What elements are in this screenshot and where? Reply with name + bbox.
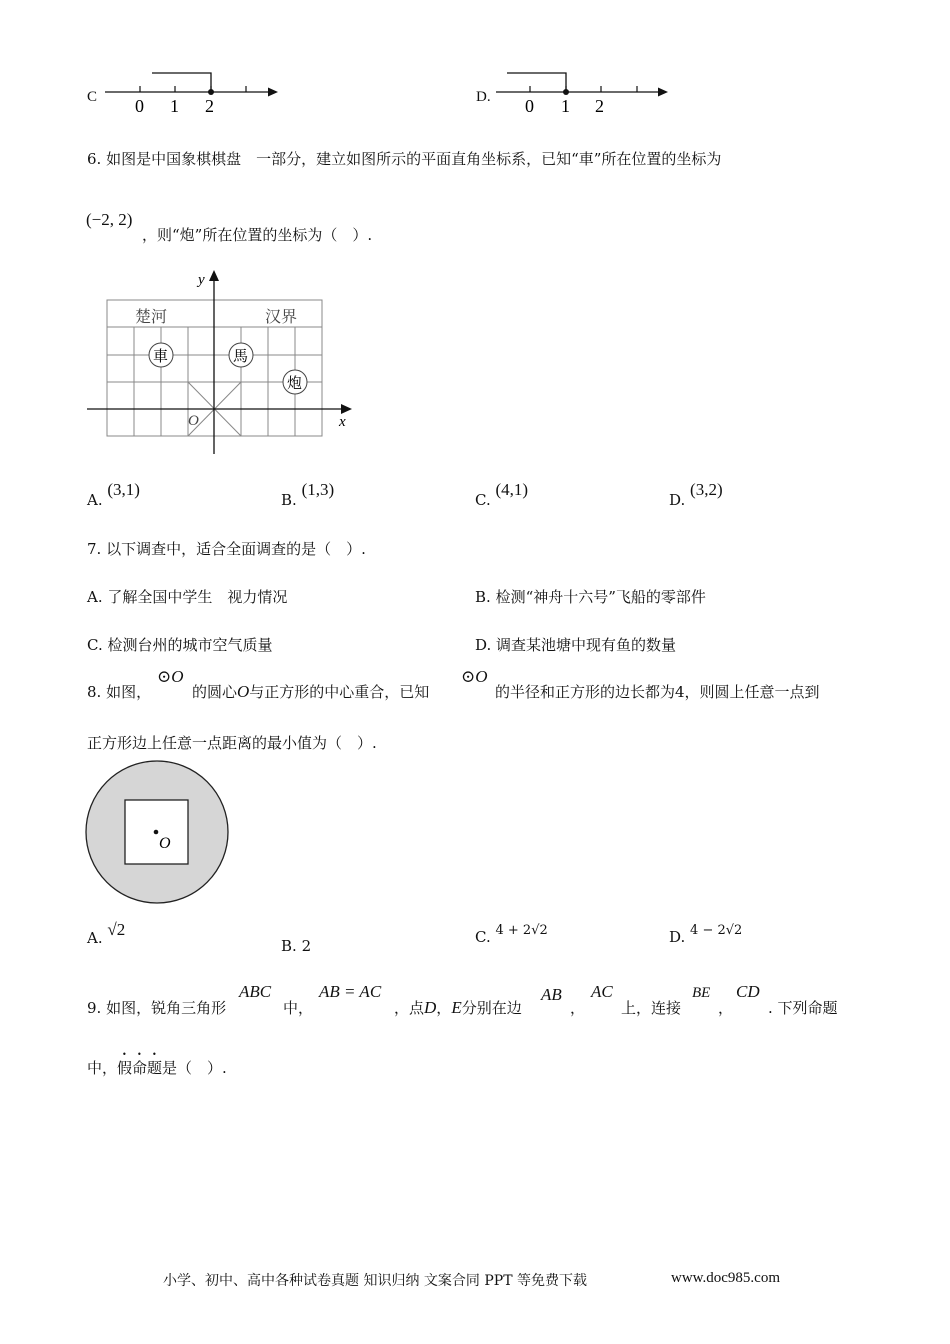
q9-comma-1: ， <box>570 999 586 1017</box>
q8-option-d[interactable] <box>669 923 743 946</box>
q8-circle-o-1: ⊙O <box>157 667 184 686</box>
center-label: O <box>159 835 171 852</box>
x-axis-label: x <box>339 414 346 430</box>
option-value: √2 <box>107 920 126 939</box>
q8-circle-o-2: ⊙O <box>461 667 488 686</box>
q6-stem-line2: ，则“炮”所在位置的坐标为（ ）. <box>142 226 373 244</box>
q7-option-a[interactable] <box>87 586 287 607</box>
option-text: 了解全国中学生 视力情况 <box>107 588 288 606</box>
q9-cd: CD <box>736 982 760 1001</box>
origin-label: O <box>188 413 199 429</box>
option-value: (3,2) <box>690 480 723 499</box>
q5-option-d-number-line <box>493 66 678 116</box>
q6-option-a[interactable] <box>87 480 140 510</box>
q9-stem-c: ，点D，E分别在边 <box>394 998 522 1017</box>
q7-option-b[interactable] <box>475 586 706 607</box>
option-label: D. <box>669 928 686 946</box>
q7-option-d[interactable] <box>475 634 676 655</box>
q7-option-c[interactable] <box>87 634 273 655</box>
tick-label: 1 <box>170 96 179 116</box>
option-value: 4 + 2√2 <box>495 923 548 938</box>
y-axis-label: y <box>198 272 205 288</box>
q8-stem-line2: 正方形边上任意一点距离的最小值为（ ）. <box>87 734 377 752</box>
tick-label: 1 <box>561 96 570 116</box>
q9-be: BE <box>692 985 711 1001</box>
q6-stem-line1: 6. 如图是中国象棋棋盘 一部分，建立如图所示的平面直角坐标系，已知“車”所在位置的坐标为 <box>87 150 722 168</box>
option-text: 检测台州的城市空气质量 <box>107 636 273 654</box>
option-text: 调查某池塘中现有鱼的数量 <box>496 636 677 654</box>
q9-emphasis-false: 假命题 <box>117 1059 163 1077</box>
option-value: (4,1) <box>495 480 529 499</box>
option-label: A. <box>87 588 103 606</box>
q6-coord-ju: (−2, 2) <box>86 210 133 229</box>
option-label: C. <box>87 636 103 654</box>
q6-option-b[interactable] <box>281 480 335 510</box>
q8-option-c[interactable] <box>475 923 548 946</box>
q8-stem-a: 8. 如图， <box>87 683 152 701</box>
option-value: 4 − 2√2 <box>690 923 743 938</box>
tick-label: 2 <box>205 96 214 116</box>
option-label: C. <box>475 491 491 509</box>
q5-option-d-label: D. <box>476 89 491 105</box>
option-value: (1,3) <box>301 480 335 499</box>
q8-stem-d: 的半径和正方形的边长都为4，则圆上任意一点到 <box>495 683 820 701</box>
q7-stem: 7. 以下调查中，适合全面调查的是（ ）. <box>87 540 366 558</box>
piece-pao: 炮 <box>287 376 303 392</box>
q9-stem-b: 中， <box>283 999 314 1017</box>
q8-option-b[interactable] <box>281 937 311 955</box>
q9-ab: AB <box>541 985 562 1004</box>
tick-label: 0 <box>135 96 144 116</box>
q5-option-c-number-line <box>100 66 290 116</box>
option-label: A. <box>87 491 103 509</box>
option-text: 检测“神舟十六号”飞船的零部件 <box>495 588 706 606</box>
q9-stem-f: . 下列命题 <box>768 999 838 1017</box>
piece-ma: 馬 <box>233 349 249 365</box>
option-label: B. <box>475 588 491 606</box>
tick-label: 0 <box>525 96 534 116</box>
river-right-label: 汉界 <box>265 309 298 326</box>
option-label: A. <box>87 929 103 947</box>
q8-stem-b: 的圆心O与正方形的中心重合，已知 <box>192 682 430 701</box>
q9-stem-a: 9. 如图，锐角三角形 <box>87 999 227 1017</box>
q9-line2: 中，假命题是（ ）. <box>87 1059 227 1077</box>
option-label: B. <box>281 937 297 955</box>
q6-option-c[interactable] <box>475 480 529 510</box>
option-label: D. <box>475 636 492 654</box>
option-value: (3,1) <box>107 480 140 499</box>
option-label: D. <box>669 491 686 509</box>
q8-circle-square-figure <box>84 760 234 910</box>
footer-text: 小学、初中、高中各种试卷真题 知识归纳 文案合同 PPT 等免费下载 <box>163 1273 587 1289</box>
option-value: 2 <box>301 937 312 955</box>
q6-chess-board-figure <box>84 264 364 460</box>
q9-stem-e: 上，连接 <box>621 999 682 1017</box>
q9-ac: AC <box>591 982 613 1001</box>
q8-option-a[interactable] <box>87 920 126 948</box>
q6-option-d[interactable] <box>669 480 723 510</box>
q9-comma-2: ， <box>718 999 734 1017</box>
q5-option-c-label: C <box>87 89 98 105</box>
tick-label: 2 <box>595 96 604 116</box>
q9-ab-eq-ac: AB = AC <box>319 982 382 1001</box>
q9-abc: ABC <box>239 982 272 1001</box>
river-left-label: 楚河 <box>135 309 168 326</box>
footer-url[interactable]: www.doc985.com <box>671 1270 781 1286</box>
piece-ju: 車 <box>153 349 169 365</box>
option-label: C. <box>475 928 491 946</box>
option-label: B. <box>281 491 297 509</box>
